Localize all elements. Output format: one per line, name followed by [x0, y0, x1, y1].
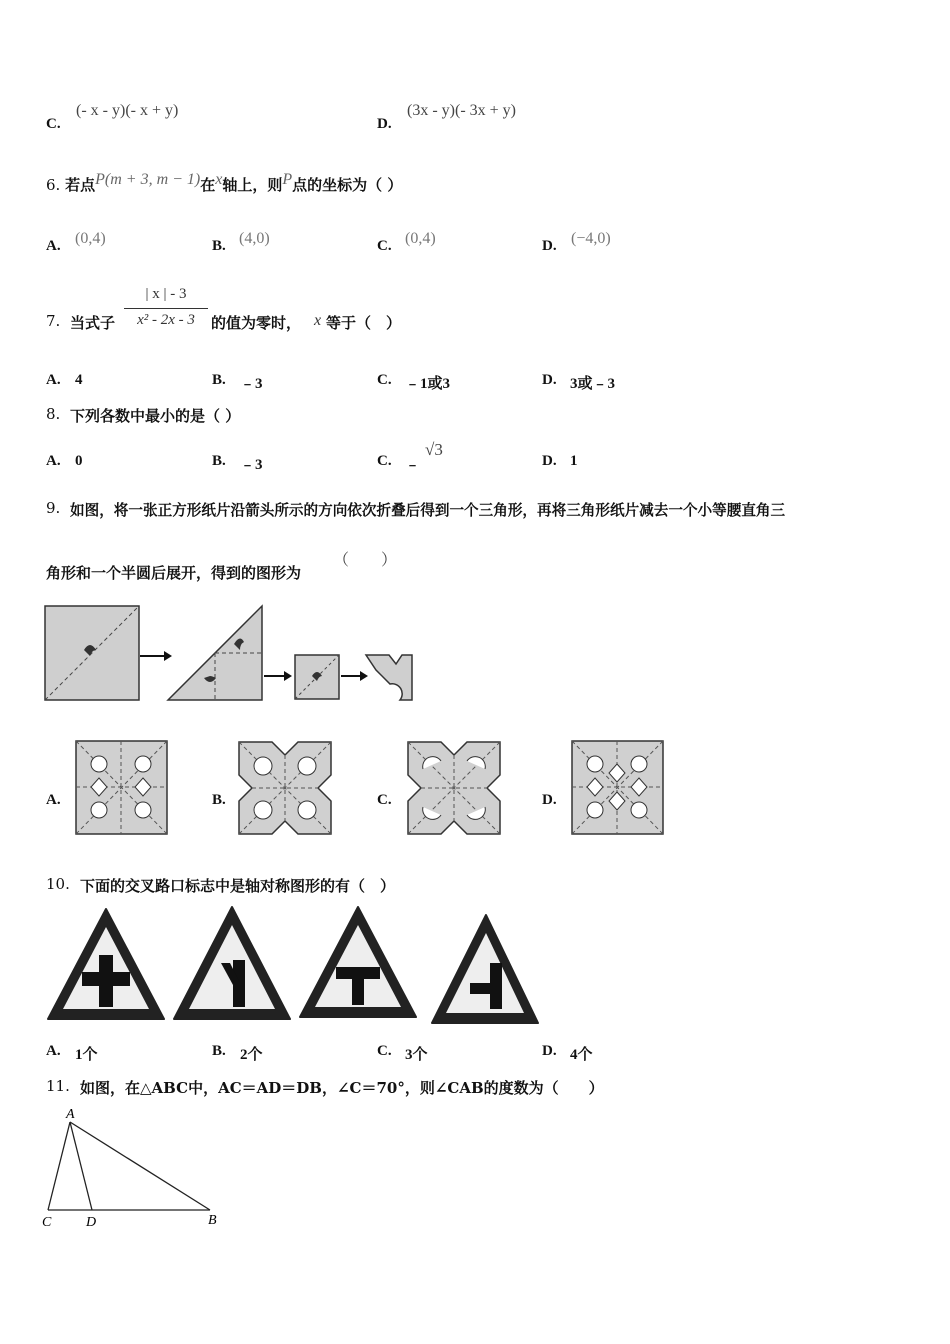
- q8-option-a-label: A.: [46, 453, 61, 469]
- q7-option-a-label: A.: [46, 372, 61, 388]
- q6-option-b-value: (4,0): [239, 230, 270, 247]
- q5-option-c-label: C.: [46, 116, 61, 132]
- q6-text-c: 轴上，则: [222, 176, 283, 194]
- q5-option-c-expr: (- x - y)(- x + y): [76, 102, 179, 119]
- q10-option-c-value: 3个: [405, 1047, 428, 1063]
- q8-option-c-value: ﹣: [405, 457, 421, 473]
- q9-option-a-figure: [75, 740, 169, 836]
- q7-option-b-value: ﹣3: [240, 376, 263, 392]
- q10-option-c-label: C.: [377, 1043, 392, 1059]
- q6-point: P(m + 3, m − 1): [95, 171, 201, 188]
- q6-option-c-value: (0,4): [405, 230, 436, 247]
- q11-number: 11.: [46, 1077, 70, 1095]
- q7-option-c-label: C.: [377, 372, 392, 388]
- q8-option-b-label: B.: [212, 453, 226, 469]
- q9-folding-figure: [44, 604, 416, 704]
- q6-pname: P: [282, 171, 293, 188]
- q6-option-d-value: (−4,0): [571, 230, 611, 247]
- q6-number: 6.: [46, 176, 61, 194]
- q11-segment-ad: [70, 1122, 92, 1210]
- q10-sign-y-junction: [174, 907, 290, 1019]
- q10-option-b-value: 2个: [240, 1047, 263, 1063]
- q7-text-c: 等于（ ）: [326, 314, 402, 332]
- q10-option-d-value: 4个: [570, 1047, 593, 1063]
- q10-option-b-label: B.: [212, 1043, 226, 1059]
- q8-option-b-value: ﹣3: [240, 457, 263, 473]
- q7-text-a: 当式子: [70, 314, 116, 332]
- q7-option-d-value: 3或﹣3: [570, 376, 616, 392]
- q6-option-c-label: C.: [377, 238, 392, 254]
- q8-option-c-label: C.: [377, 453, 392, 469]
- q9-option-d-figure: [571, 740, 665, 836]
- q9-fig-arrowhead-2: [284, 671, 292, 681]
- q7-option-c-value: ﹣1或3: [405, 376, 451, 392]
- q6-option-d-label: D.: [542, 238, 557, 254]
- q10-sign-side-junction: [432, 915, 538, 1023]
- q6-axis: x: [215, 171, 223, 188]
- q11-point-c: C: [42, 1215, 52, 1230]
- q7-number: 7.: [46, 312, 61, 330]
- q9-option-d-label: D.: [542, 792, 557, 808]
- q10-option-a-value: 1个: [75, 1047, 98, 1063]
- q9-option-b-figure: [238, 741, 334, 837]
- q6-text-a: 若点: [65, 176, 96, 194]
- q10-text: 下面的交叉路口标志中是轴对称图形的有（ ）: [80, 877, 396, 895]
- q7-option-d-label: D.: [542, 372, 557, 388]
- q11-point-b: B: [208, 1213, 217, 1228]
- q6-option-a-value: (0,4): [75, 230, 106, 247]
- q7-text-b: 的值为零时，: [211, 314, 302, 332]
- q8-option-c-radical: √3: [425, 440, 443, 459]
- q5-option-d-label: D.: [377, 116, 392, 132]
- q9-fig-arrowhead-3: [360, 671, 368, 681]
- q9-fig-arrowhead-1: [164, 651, 172, 661]
- q5-option-d-expr: (3x - y)(- 3x + y): [407, 102, 516, 119]
- q6-stem: [46, 171, 403, 195]
- q10-number: 10.: [46, 875, 70, 893]
- q6-option-b-label: B.: [212, 238, 226, 254]
- q9-option-c-figure: [407, 741, 503, 837]
- q10-sign-cross: [48, 909, 164, 1019]
- q11-text: 如图，在△ABC中，AC＝AD＝DB，∠C＝70°，则∠CAB的度数为（ ）: [80, 1079, 604, 1097]
- q8-option-a-value: 0: [75, 453, 83, 469]
- q11-segment-ab: [70, 1122, 210, 1210]
- q9-option-c-label: C.: [377, 792, 392, 808]
- q7-option-a-value: 4: [75, 372, 83, 388]
- q10-signs: [46, 905, 540, 1027]
- q9-line1: 如图，将一张正方形纸片沿箭头所示的方向依次折叠后得到一个三角形，再将三角形纸片减去一个小等腰直角三: [70, 502, 786, 519]
- q8-number: 8.: [46, 405, 61, 423]
- q10-option-d-label: D.: [542, 1043, 557, 1059]
- q10-sign-t-junction: [300, 907, 416, 1017]
- q10-option-a-label: A.: [46, 1043, 61, 1059]
- q6-text-b: 在: [200, 176, 216, 194]
- q6-text-d: 点的坐标为（ ）: [292, 176, 403, 194]
- q6-option-a-label: A.: [46, 238, 61, 254]
- q9-paren: （ ）: [333, 552, 398, 569]
- q8-option-d-value: 1: [570, 453, 578, 469]
- q9-line2: 角形和一个半圆后展开，得到的图形为: [46, 564, 302, 582]
- q8-text: 下列各数中最小的是（ ）: [70, 407, 241, 425]
- q7-option-b-label: B.: [212, 372, 226, 388]
- q7-fraction-bar: [124, 308, 208, 309]
- q9-option-a-label: A.: [46, 792, 61, 808]
- q11-segment-ac: [48, 1122, 70, 1210]
- q11-point-d: D: [86, 1215, 97, 1230]
- q7-var: x: [314, 312, 322, 329]
- q8-option-d-label: D.: [542, 453, 557, 469]
- q9-fig-cut-shape: [366, 655, 412, 700]
- q11-point-a: A: [66, 1107, 75, 1122]
- q7-numerator: | x | - 3: [145, 286, 187, 302]
- q7-denominator: x² - 2x - 3: [137, 312, 195, 328]
- q9-option-b-label: B.: [212, 792, 226, 808]
- q11-triangle-figure: [40, 1102, 230, 1232]
- q9-number: 9.: [46, 499, 61, 517]
